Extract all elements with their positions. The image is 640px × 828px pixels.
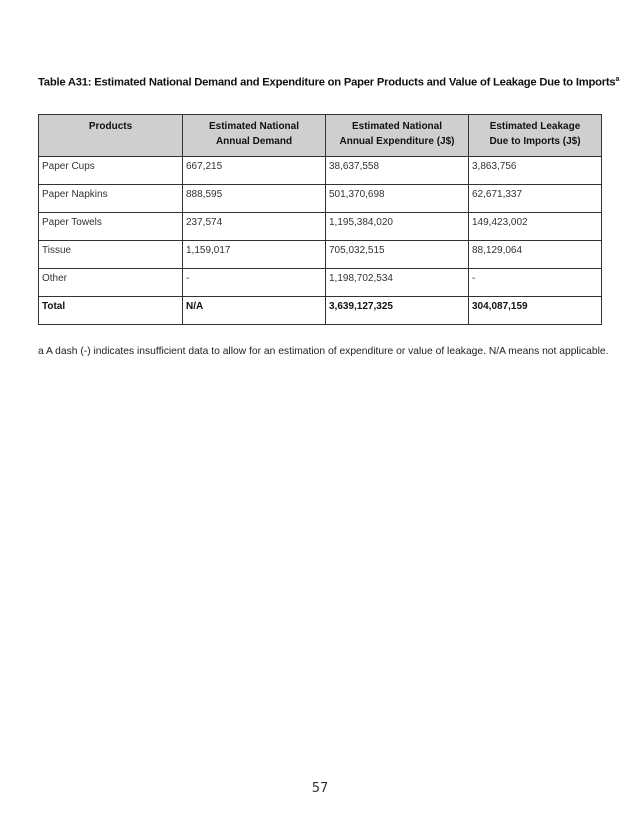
cell-expenditure: 501,370,698 [326, 185, 469, 213]
cell-demand: 237,574 [183, 213, 326, 241]
table-row [39, 185, 602, 213]
footnote-marker: a [615, 76, 620, 83]
cell-product: Other [39, 269, 183, 297]
cell-leakage: 149,423,002 [469, 213, 602, 241]
cell-product: Paper Towels [39, 213, 183, 241]
cell-total-expenditure: 3,639,127,325 [326, 297, 469, 325]
header-annual-expenditure: Estimated National Annual Expenditure (J$) [326, 115, 469, 157]
cell-total-label: Total [39, 297, 183, 325]
cell-leakage: 88,129,064 [469, 241, 602, 269]
header-leakage: Estimated Leakage Due to Imports (J$) [469, 115, 602, 157]
cell-expenditure: 38,637,558 [326, 157, 469, 185]
cell-expenditure: 705,032,515 [326, 241, 469, 269]
footnote: a A dash (-) indicates insufficient data to allow for an estimation of expenditure or value of leakage. N/A means not applicable. [38, 346, 609, 357]
total-row [39, 297, 602, 325]
cell-leakage: 62,671,337 [469, 185, 602, 213]
cell-expenditure: 1,198,702,534 [326, 269, 469, 297]
cell-demand: - [183, 269, 326, 297]
cell-product: Tissue [39, 241, 183, 269]
cell-product: Paper Napkins [39, 185, 183, 213]
table-row [39, 157, 602, 185]
cell-demand: 667,215 [183, 157, 326, 185]
cell-demand: 1,159,017 [183, 241, 326, 269]
table-title-text: Table A31: Estimated National Demand and Expenditure on Paper Products and Value of Leakage Due to Imports [38, 76, 616, 89]
data-table [38, 114, 602, 325]
page-number: 57 [311, 781, 329, 796]
header-products: Products [39, 115, 183, 157]
cell-product: Paper Cups [39, 157, 183, 185]
cell-leakage: 3,863,756 [469, 157, 602, 185]
table-row [39, 269, 602, 297]
cell-leakage: - [469, 269, 602, 297]
cell-total-leakage: 304,087,159 [469, 297, 602, 325]
table-row [39, 213, 602, 241]
cell-demand: 888,595 [183, 185, 326, 213]
table-title [38, 76, 619, 89]
cell-total-demand: N/A [183, 297, 326, 325]
cell-expenditure: 1,195,384,020 [326, 213, 469, 241]
header-row [39, 115, 602, 157]
header-annual-demand: Estimated National Annual Demand [183, 115, 326, 157]
table-row [39, 241, 602, 269]
